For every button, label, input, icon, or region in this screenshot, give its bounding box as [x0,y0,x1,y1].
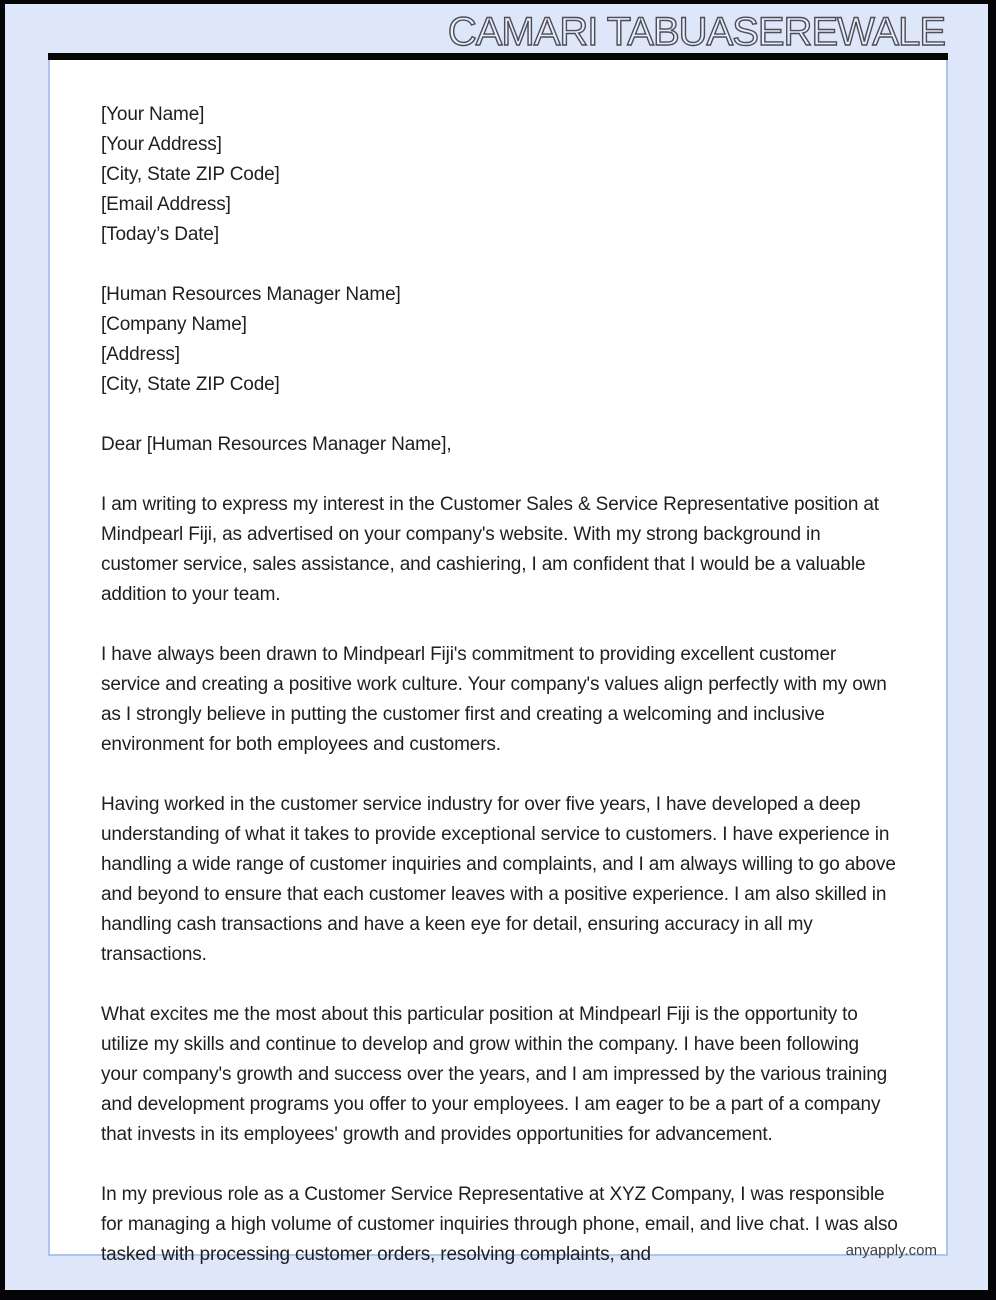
recipient-city-line: [City, State ZIP Code] [101,374,280,395]
recipient-company-line: [Company Name] [101,314,247,335]
sender-city-line: [City, State ZIP Code] [101,164,280,185]
body-paragraph-1: I am writing to express my interest in the Customer Sales & Service Representative position at Mindpearl Fiji, as advertised on your company's website. With my strong background in customer service, sales assistance, and cashiering, I am confident that I would be a valuable addition to your team. [101,494,879,605]
watermark-text: anyapply.com [845,1242,937,1259]
salutation: Dear [Human Resources Manager Name], [101,434,452,455]
body-paragraph-2: I have always been drawn to Mindpearl Fiji's commitment to providing excellent customer service and creating a positive work culture. Your company's values align perfectly with my own as I strongly believe in putting the customer first and creating a welcoming and inclusive environment for both employees and customers. [101,644,887,755]
letter-content [50,60,950,1270]
page-title: CAMARI TABUASEREWALE [447,10,945,54]
sender-email-line: [Email Address] [101,194,231,215]
page-header [5,4,988,53]
sender-address-block [101,100,902,250]
title-divider-rule [48,53,948,60]
sender-address-line: [Your Address] [101,134,222,155]
body-paragraph-4: What excites me the most about this particular position at Mindpearl Fiji is the opportunity to utilize my skills and continue to develop and grow within the company. I have been following your company's growth and success over the years, and I am impressed by the various training and development programs you offer to your employees. I am eager to be a part of a company that invests in its employees' growth and provides opportunities for advancement. [101,1004,888,1145]
recipient-address-line: [Address] [101,344,180,365]
letter-box [48,60,948,1265]
recipient-address-block [101,280,902,400]
sender-name-line: [Your Name] [101,104,205,125]
body-paragraph-5: In my previous role as a Customer Service Representative at XYZ Company, I was responsible for managing a high volume of customer inquiries through phone, email, and live chat. I was also tasked with processing customer orders, resolving complaints, and [101,1184,898,1265]
body-paragraph-3: Having worked in the customer service industry for over five years, I have developed a deep understanding of what it takes to provide exceptional service to customers. I have experience in handling a wide range of customer inquiries and complaints, and I am always willing to go above and beyond to ensure that each customer leaves with a positive experience. I am also skilled in handling cash transactions and have a keen eye for detail, ensuring accuracy in all my transactions. [101,794,896,965]
recipient-name-line: [Human Resources Manager Name] [101,284,401,305]
sender-date-line: [Today’s Date] [101,224,219,245]
